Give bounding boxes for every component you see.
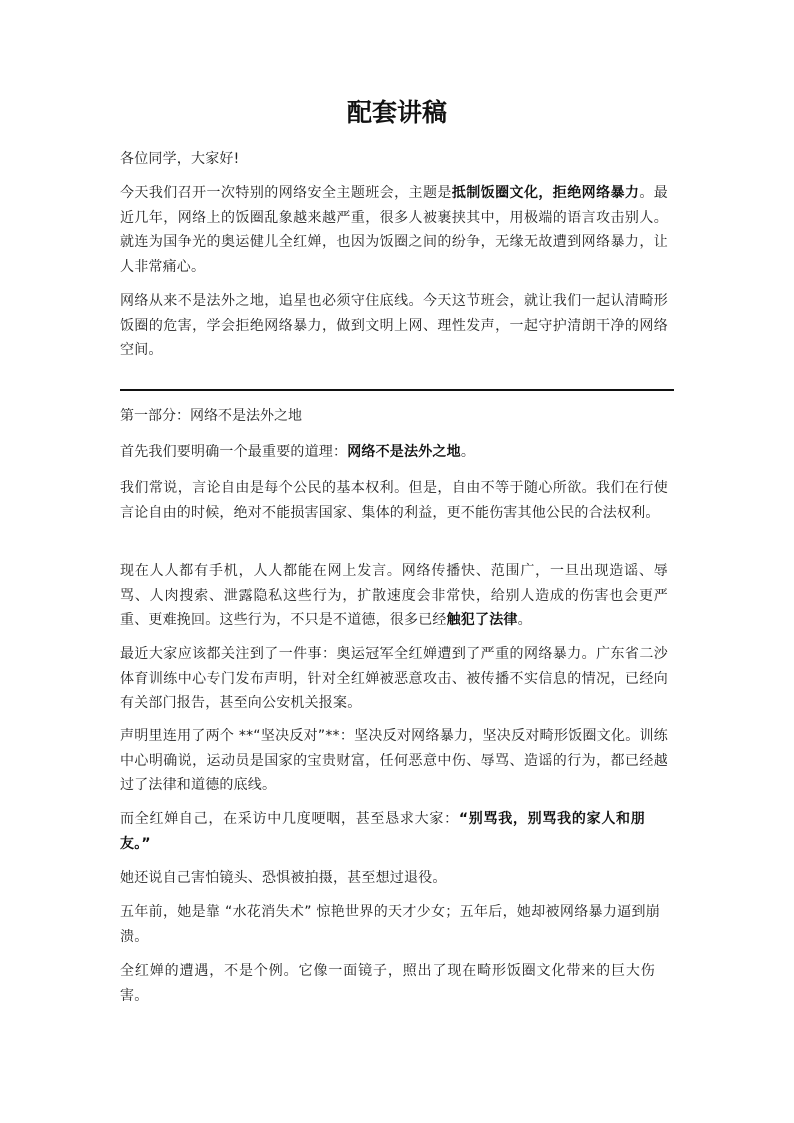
intro-paragraph-1 <box>120 181 668 279</box>
section-paragraph-3 <box>120 559 668 633</box>
section-paragraph-7: 她还说自己害怕镜头、恐惧被拍摄，甚至想过退役。 <box>120 870 447 886</box>
intro-p1-text: 今天我们召开一次特别的网络安全主题班会，主题是 <box>120 185 452 201</box>
s1-key-point: 网络不是法外之地 <box>347 444 461 460</box>
intro-p1-text-rest: 。最近几年，网络上的饭圈乱象越来越严重，很多人被裹挟其中，用极端的语言攻击别人。就连为国争光的奥运健儿全红婵，也因为饭圈之间的纷争，无缘无故遭到网络暴力，让人非常痛心。 <box>120 185 668 275</box>
intro-paragraph-2: 网络从来不是法外之地，追星也必须守住底线。今天这节班会，就让我们一起认清畸形饭圈的危害，学会拒绝网络暴力，做到文明上网、理性发声，一起守护清朗干净的网络空间。 <box>120 293 668 358</box>
section-heading: 第一部分：网络不是法外之地 <box>120 408 302 424</box>
s6-quote: “别骂我，别骂我的家人和朋友。” <box>120 811 645 852</box>
s3-text: 现在人人都有手机，人人都能在网上发言。网络传播快、范围广，一旦出现造谣、辱骂、人肉搜索、泄露隐私这些行为，扩散速度会非常快，给别人造成的伤害也会更严重、更难挽回。这些行为，不只是不道德，很多已经 <box>120 563 668 628</box>
greeting-paragraph: 各位同学，大家好! <box>120 151 240 167</box>
s3-key-point: 触犯了法律 <box>446 612 518 628</box>
section-paragraph-6 <box>120 807 645 856</box>
s6-text: 而全红婵自己，在采访中几度哽咽，甚至恳求大家： <box>120 811 459 827</box>
section-paragraph-1 <box>120 440 668 465</box>
intro-p1-theme: 抵制饭圈文化，拒绝网络暴力 <box>451 185 640 201</box>
section-paragraph-5: 声明里连用了两个 **“坚决反对”**：坚决反对网络暴力，坚决反对畸形饭圈文化。训练中心明确说，运动员是国家的宝贵财富，任何恶意中伤、辱骂、造谣的行为，都已经越过了法律和道德的底线。 <box>120 728 668 793</box>
page-title: 配套讲稿 <box>346 98 447 127</box>
s3-text-end: 。 <box>517 612 532 628</box>
section-paragraph-9: 全红婵的遭遇，不是个例。它像一面镜子，照出了现在畸形饭圈文化带来的巨大伤害。 <box>120 963 655 1004</box>
s1-text: 首先我们要明确一个最重要的道理： <box>120 444 348 460</box>
section-paragraph-8: 五年前，她是靠 “水花消失术” 惊艳世界的天才少女；五年后，她却被网络暴力逼到崩溃。 <box>120 904 660 945</box>
section-paragraph-2: 我们常说，言论自由是每个公民的基本权利。但是，自由不等于随心所欲。我们在行使言论自由的时候，绝对不能损害国家、集体的利益，更不能伤害其他公民的合法权利。 <box>120 480 668 521</box>
section-divider <box>120 389 674 391</box>
s1-text-end: 。 <box>460 444 476 460</box>
section-paragraph-4: 最近大家应该都关注到了一件事：奥运冠军全红婵遭到了严重的网络暴力。广东省二沙体育训练中心专门发布声明，针对全红婵被恶意攻击、被传播不实信息的情况，已经向有关部门报告，甚至向公安机关报案。 <box>120 646 668 711</box>
